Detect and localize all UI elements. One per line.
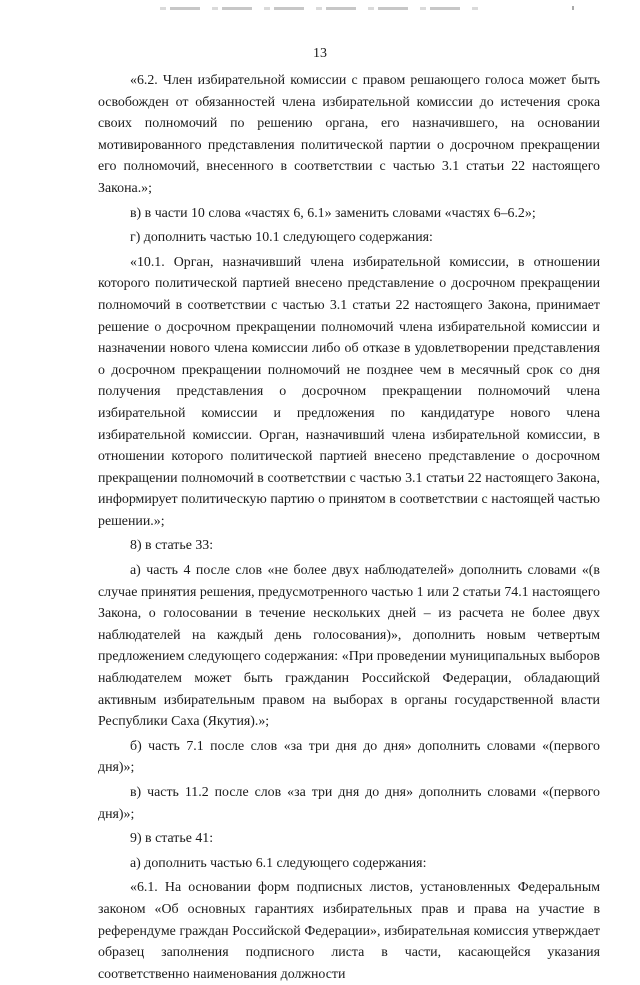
document-body xyxy=(98,70,600,985)
paragraph-10-1: «10.1. Орган, назначивший члена избирательной комиссии, в отношении которого политической партией внесено представление о досрочном прекращении полномочий в соответствии с частью 3.1 статьи 22 настоящего Закона, принимает решение о досрочном прекращении полномочий члена избирательной комиссии и назначении нового члена комиссии либо об отказе в удовлетворении представления о досрочном прекращении полномочий не позднее чем в месячный срок со дня получения представления о досрочном прекращении полномочий члена избирательной комиссии и предложения по кандидатуре нового члена избирательной комиссии. Орган, назначивший члена избирательной комиссии, в отношении которого политической партией внесено представление о досрочном прекращении полномочий в соответствии с частью 3.1 статьи 22 настоящего Закона, информирует политическую партию о принятом в соответствии с настоящей частью решении.»; xyxy=(98,254,600,529)
paragraph-6-2: «6.2. Член избирательной комиссии с правом решающего голоса может быть освобожден от обязанностей члена избирательной комиссии до истечения срока своих полномочий по решению органа, его назначившего, на основании мотивированного представления политической партии о досрочном прекращении его полномочий, внесенного в соответствии с частью 3.1 статьи 22 настоящего Закона.»; xyxy=(98,73,600,196)
page-number: 13 xyxy=(313,46,327,61)
paragraph-article-33: 8) в статье 33: xyxy=(130,538,214,554)
scan-artifact xyxy=(160,7,480,10)
paragraph-item-v: в) в части 10 слова «частях 6, 6.1» заменить словами «частях 6–6.2»; xyxy=(130,205,536,221)
paragraph-item-v-33: в) часть 11.2 после слов «за три дня до дня» дополнить словами «(первого дня)»; xyxy=(98,785,600,822)
paragraph-article-41: 9) в статье 41: xyxy=(130,831,214,847)
scan-artifact-dot xyxy=(572,6,574,10)
paragraph-item-b-33: б) часть 7.1 после слов «за три дня до дня» дополнить словами «(первого дня)»; xyxy=(98,738,600,776)
paragraph-item-a-33: а) часть 4 после слов «не более двух наблюдателей» дополнить словами «(в случае принятия решения, предусмотренного частью 1 или 2 статьи 74.1 настоящего Закона, о голосовании в течение нескольких дней – из расчета не более двух наблюдателей на каждый день голосования)», дополнить новым четвертым предложением следующего содержания: «При проведении муниципальных выборов наблюдателем может быть гражданин Российской Федерации, обладающий активным избирательным правом на выборах в органы государственной власти Республики Саха (Якутия).»; xyxy=(98,563,600,730)
paragraph-item-g: г) дополнить частью 10.1 следующего содержания: xyxy=(130,230,433,246)
paragraph-item-a-41: а) дополнить частью 6.1 следующего содержания: xyxy=(130,855,427,871)
paragraph-6-1: «6.1. На основании форм подписных листов, установленных Федеральным законом «Об основных гарантиях избирательных прав и права на участие в референдуме граждан Российской Федерации», избирательная комиссия утверждает образец заполнения подписного листа в части, касающейся указания соответственно наименования должности xyxy=(98,880,600,982)
